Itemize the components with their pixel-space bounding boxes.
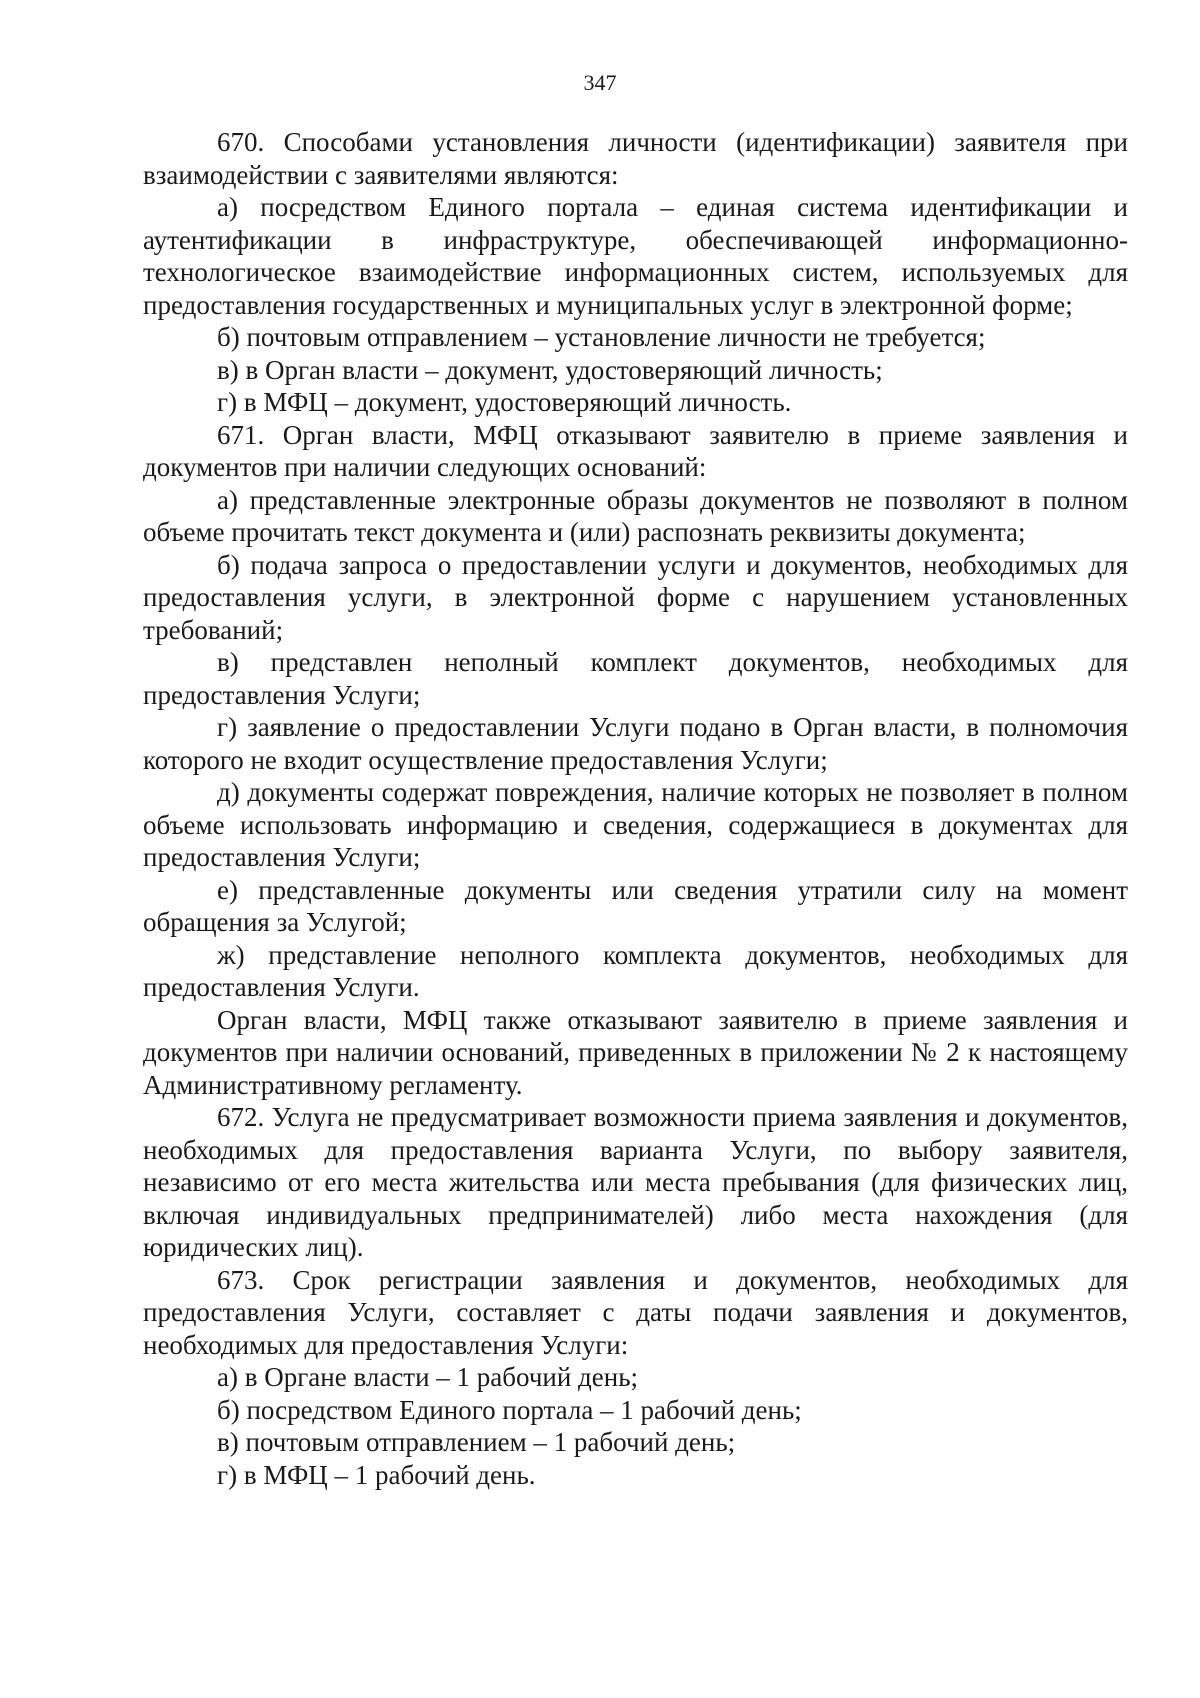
- page-number: 347: [583, 70, 617, 95]
- list-item-670-v: в) в Орган власти – документ, удостоверяющий личность;: [217, 354, 883, 385]
- paragraph-671: 671. Орган власти, МФЦ отказывают заявителю в приеме заявления и документов при наличии следующих оснований:: [143, 419, 1128, 482]
- document-body: [143, 126, 1128, 1491]
- list-item-673-a: а) в Органе власти – 1 рабочий день;: [217, 1362, 639, 1392]
- paragraph-670: 670. Способами установления личности (идентификации) заявителя при взаимодействии с заявителями являются:: [143, 127, 1128, 190]
- list-item-670-g: г) в МФЦ – документ, удостоверяющий личность.: [217, 387, 792, 417]
- list-item-671-e: е) представленные документы или сведения утратили силу на момент обращения за Услугой;: [143, 874, 1128, 937]
- paragraph-673: 673. Срок регистрации заявления и документов, необходимых для предоставления Услуги, составляет с даты подачи заявления и документов, необходимых для предоставления Услуги:: [143, 1264, 1128, 1360]
- list-item-671-zh: ж) представление неполного комплекта документов, необходимых для предоставления Услуги.: [143, 939, 1128, 1002]
- list-item-671-g: г) заявление о предоставлении Услуги подано в Орган власти, в полномочия которого не входит осуществление предоставления Услуги;: [143, 712, 1128, 775]
- list-item-673-v: в) почтовым отправлением – 1 рабочий день;: [217, 1427, 736, 1457]
- list-item-673-b: б) посредством Единого портала – 1 рабочий день;: [217, 1394, 802, 1425]
- paragraph-672: 672. Услуга не предусматривает возможности приема заявления и документов, необходимых для предоставления варианта Услуги, по выбору заявителя, независимо от его места жительства или места пребывания (для физических лиц, включая индивидуальных предпринимателей) либо места нахождения (для юридических лиц).: [143, 1102, 1128, 1262]
- list-item-671-a: а) представленные электронные образы документов не позволяют в полном объеме прочитать текст документа и (или) распознать реквизиты документа;: [143, 484, 1128, 547]
- list-item-673-g: г) в МФЦ – 1 рабочий день.: [217, 1459, 536, 1490]
- list-item-671-d: д) документы содержат повреждения, наличие которых не позволяет в полном объеме использовать информацию и сведения, содержащиеся в документах для предоставления Услуги;: [143, 777, 1128, 872]
- list-item-671-b: б) подача запроса о предоставлении услуги и документов, необходимых для предоставления услуги, в электронной форме с нарушением установленных требований;: [143, 549, 1128, 645]
- paragraph-671-additional: Орган власти, МФЦ также отказывают заявителю в приеме заявления и документов при наличии оснований, приведенных в приложении № 2 к настоящему Административному регламенту.: [143, 1004, 1128, 1100]
- list-item-670-b: б) почтовым отправлением – установление личности не требуется;: [217, 322, 986, 352]
- list-item-670-a: а) посредством Единого портала – единая система идентификации и аутентификации в инфраструктуре, обеспечивающей информационно-технологическое взаимодействие информационных систем, используемых для предоставления государственных и муниципальных услуг в электронной форме;: [143, 192, 1128, 320]
- list-item-671-v: в) представлен неполный комплект документов, необходимых для предоставления Услуги;: [143, 647, 1128, 710]
